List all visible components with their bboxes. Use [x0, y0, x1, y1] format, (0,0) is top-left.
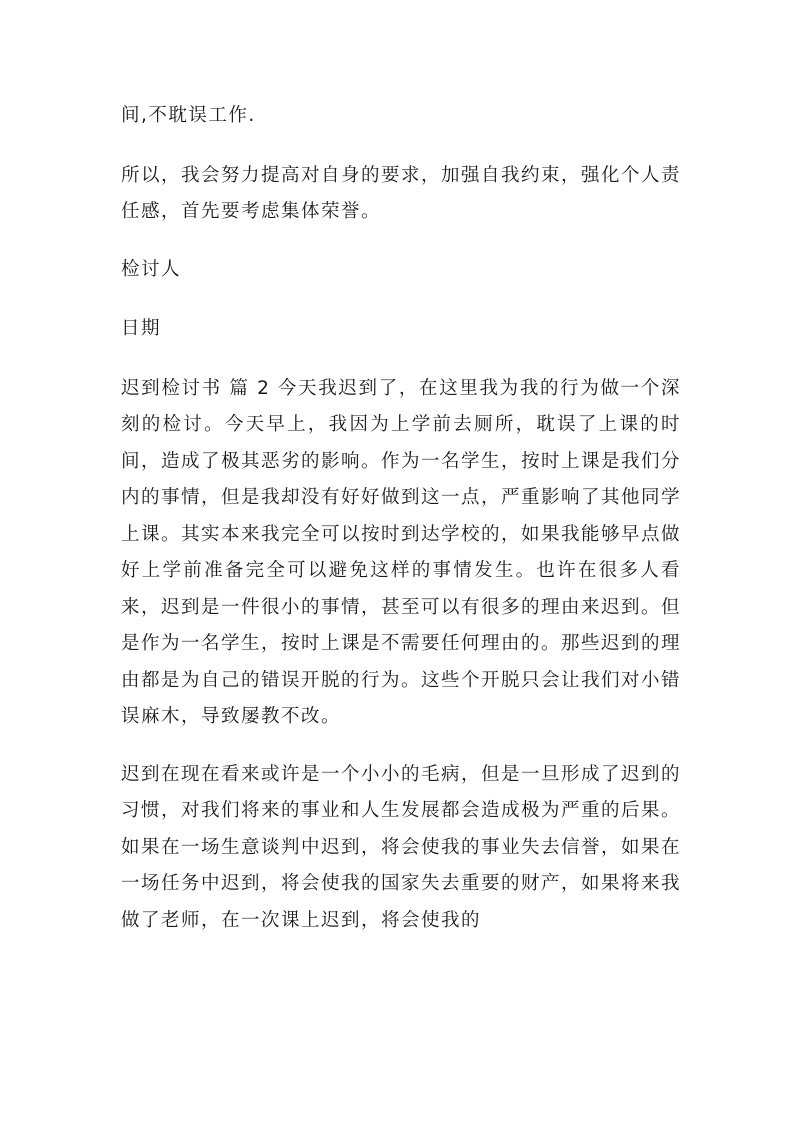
- paragraph-commitment: 所以，我会努力提高对自身的要求，加强自我约束，强化个人责任感，首先要考虑集体荣誉。: [121, 164, 682, 222]
- paragraph-continuation: 间,不耽误工作.: [121, 105, 256, 126]
- signature-label: 检讨人: [121, 258, 182, 280]
- paragraph-consequences: 迟到在现在看来或许是一个小小的毛病，但是一旦形成了迟到的习惯，对我们将来的事业和人生发展都会造成极为严重的后果。如果在一场生意谈判中迟到，将会使我的事业失去信誉，如果在一场任务中迟到，将会使我的国家失去重要的财产，如果将来我做了老师，在一次课上迟到，将会使我的: [121, 763, 682, 931]
- document-body: [121, 98, 681, 960]
- paragraph-self-review: 迟到检讨书 篇 2 今天我迟到了，在这里我为我的行为做一个深刻的检讨。今天早上，我因为上学前去厕所，耽误了上课的时间，造成了极其恶劣的影响。作为一名学生，按时上课是我们分内的事情，但是我却没有好好做到这一点，严重影响了其他同学上课。其实本来我完全可以按时到达学校的，如果我能够早点做好上学前准备完全可以避免这样的事情发生。也许在很多人看来，迟到是一件很小的事情，甚至可以有很多的理由来迟到。但是作为一名学生，按时上课是不需要任何理由的。那些迟到的理由都是为自己的错误开脱的行为。这些个开脱只会让我们对小错误麻木，导致屡教不改。: [121, 377, 682, 727]
- date-label: 日期: [121, 318, 162, 339]
